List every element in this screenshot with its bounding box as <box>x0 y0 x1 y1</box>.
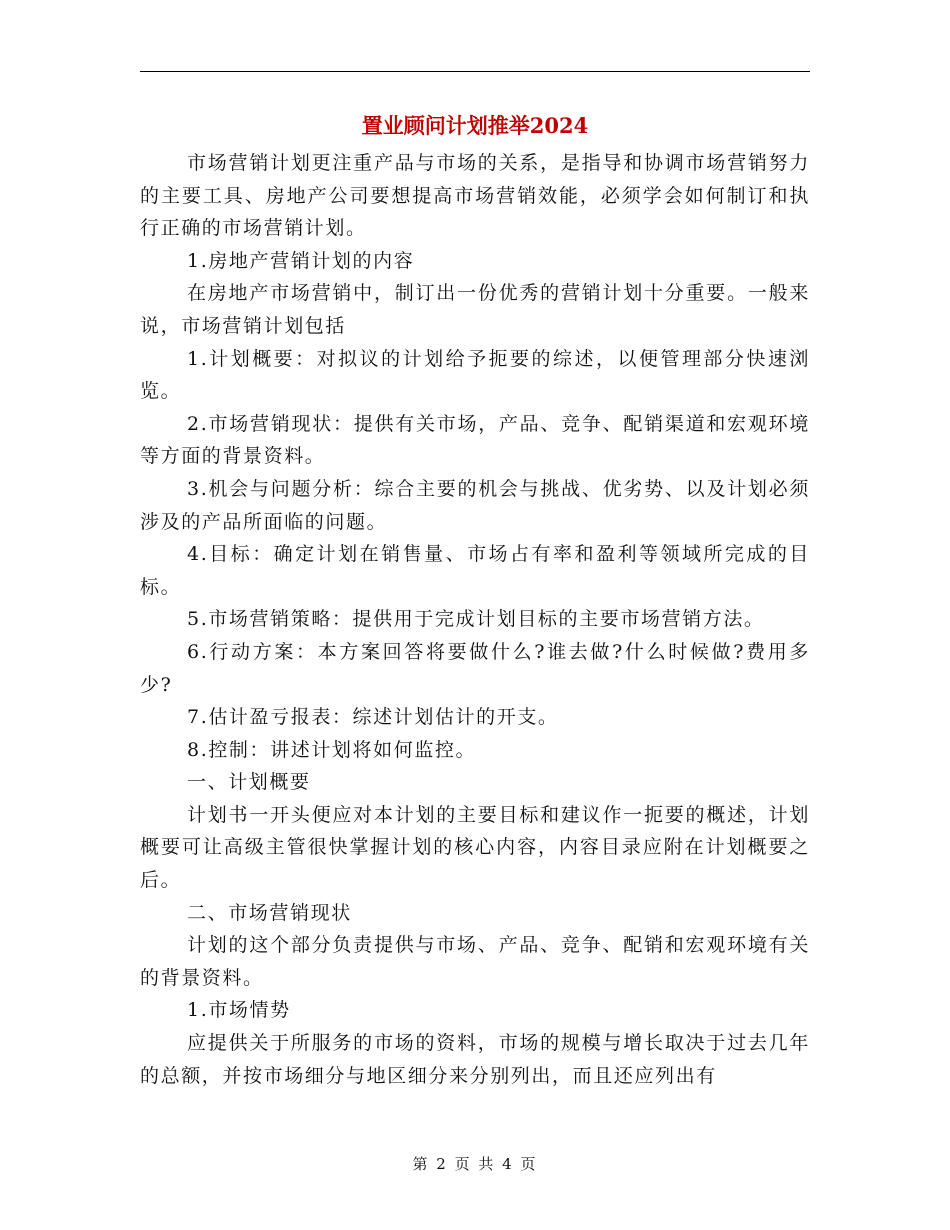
header-rule <box>140 71 810 72</box>
paragraph: 8.控制：讲述计划将如何监控。 <box>187 738 477 761</box>
document-title: 置业顾问计划推举2024 <box>361 113 589 138</box>
paragraph: 1.房地产营销计划的内容 <box>187 249 415 272</box>
paragraph: 应提供关于所服务的市场的资料，市场的规模与增长取决于过去几年的总额，并按市场细分与地区细分来分别列出，而且还应列出有 <box>140 1032 810 1087</box>
paragraph: 7.估计盈亏报表：综述计划估计的开支。 <box>187 706 559 729</box>
page-number-footer: 第 2 页 共 4 页 <box>412 1155 538 1173</box>
paragraph: 1.市场情势 <box>187 999 291 1022</box>
paragraph: 6.行动方案：本方案回答将要做什么?谁去做?什么时候做?费用多少? <box>140 640 810 696</box>
paragraph: 计划书一开头便应对本计划的主要目标和建议作一扼要的概述，计划概要可让高级主管很快掌握计划的核心内容，内容目录应附在计划概要之后。 <box>140 803 810 892</box>
paragraph: 计划的这个部分负责提供与市场、产品、竞争、配销和宏观环境有关的背景资料。 <box>140 934 810 989</box>
paragraph: 1.计划概要：对拟议的计划给予扼要的综述，以便管理部分快速浏览。 <box>140 347 810 403</box>
section-heading: 一、计划概要 <box>187 771 311 794</box>
paragraph: 4.目标：确定计划在销售量、市场占有率和盈利等领域所完成的目标。 <box>140 543 810 598</box>
section-heading: 二、市场营销现状 <box>187 901 352 924</box>
paragraph: 市场营销计划更注重产品与市场的关系，是指导和协调市场营销努力的主要工具、房地产公司要想提高市场营销效能，必须学会如何制订和执行正确的市场营销计划。 <box>140 152 810 240</box>
paragraph: 5.市场营销策略：提供用于完成计划目标的主要市场营销方法。 <box>187 608 765 631</box>
paragraph: 2.市场营销现状：提供有关市场，产品、竞争、配销渠道和宏观环境等方面的背景资料。 <box>140 412 810 468</box>
document-body <box>140 147 810 1092</box>
paragraph: 3.机会与问题分析：综合主要的机会与挑战、优劣势、以及计划必须涉及的产品所面临的问题。 <box>140 477 810 533</box>
paragraph: 在房地产市场营销中，制订出一份优秀的营销计划十分重要。一般来说，市场营销计划包括 <box>140 282 810 337</box>
